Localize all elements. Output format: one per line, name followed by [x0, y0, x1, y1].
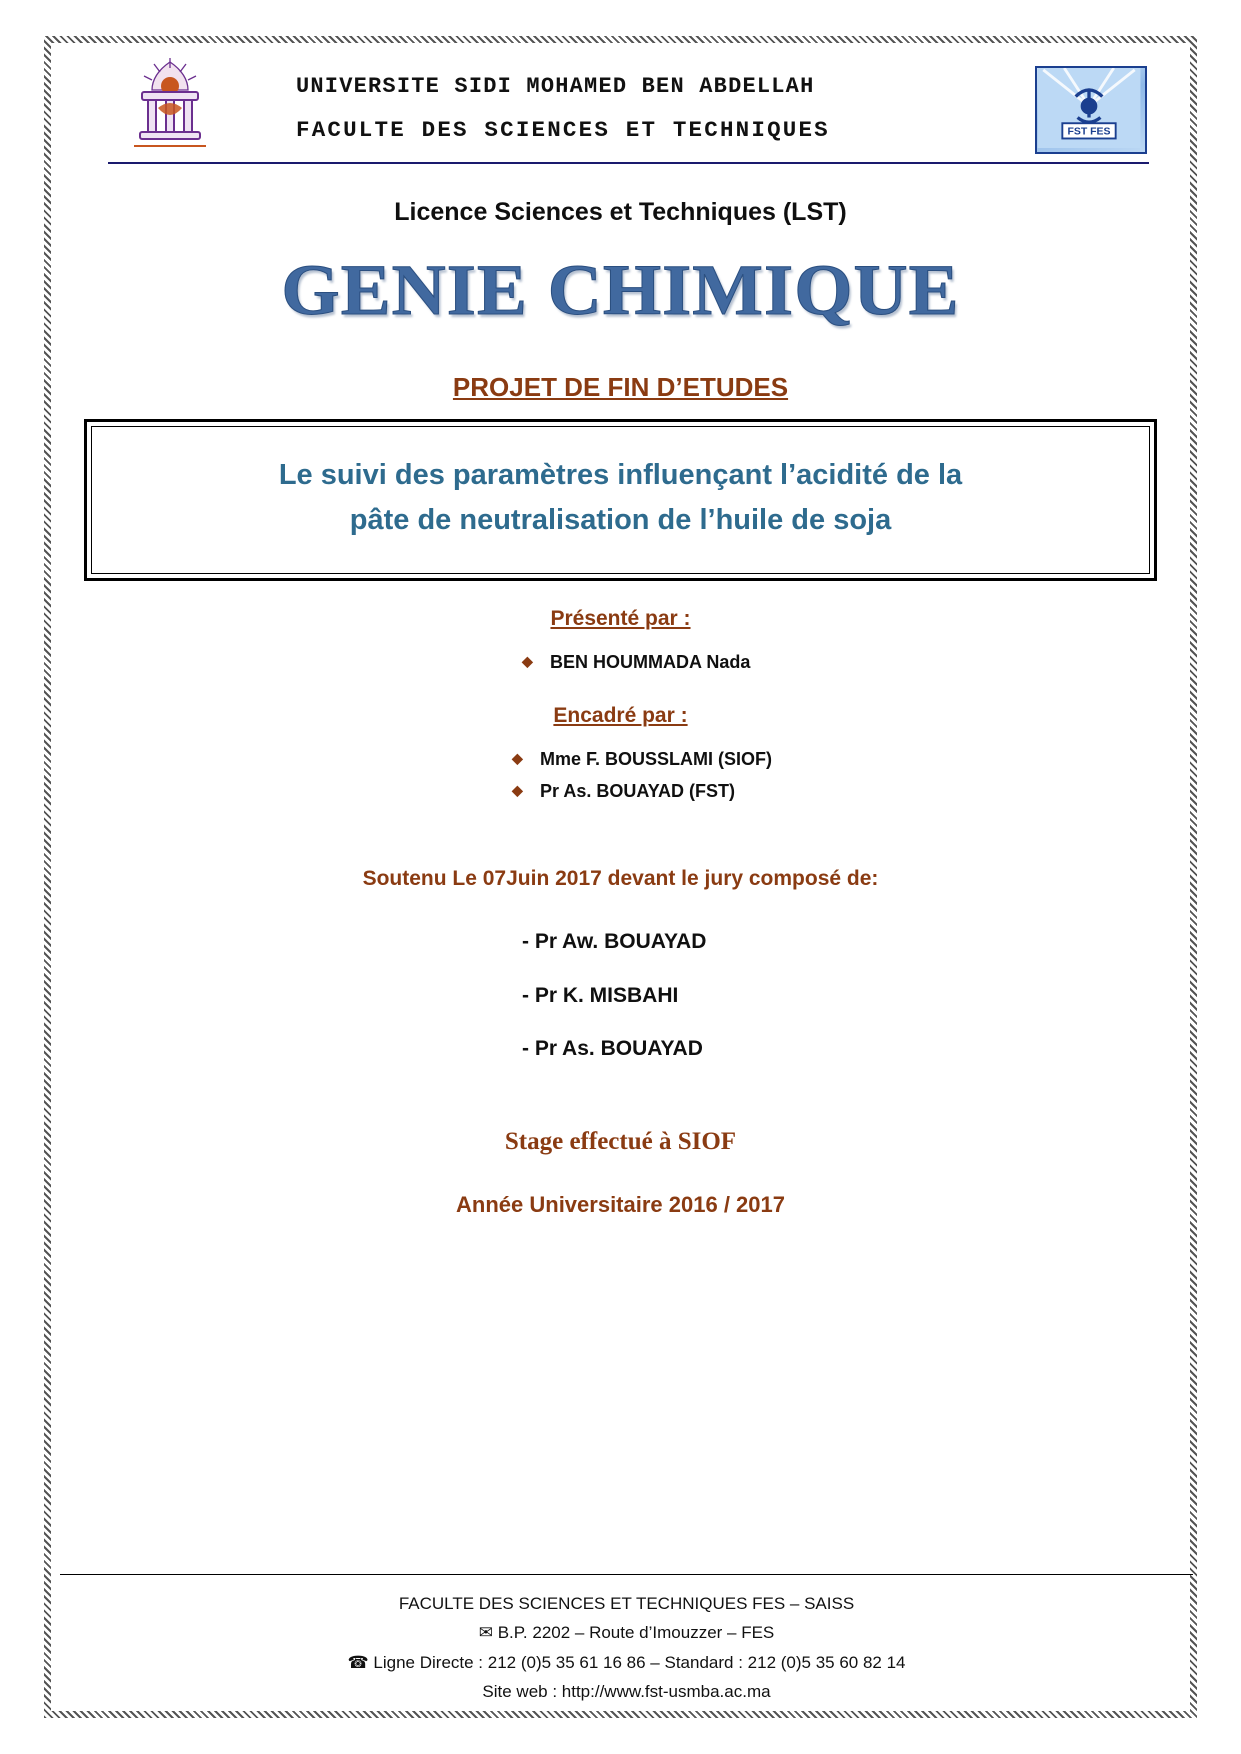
degree-line: Licence Sciences et Techniques (LST): [394, 198, 847, 226]
document-type-label: PROJET DE FIN D’ETUDES: [452, 372, 789, 402]
authors-list: [70, 647, 1171, 679]
project-title-box-inner: [91, 426, 1150, 574]
project-title-box: [84, 419, 1157, 581]
header-text-block: [258, 70, 999, 143]
usmba-university-seal-icon: [118, 56, 222, 156]
presented-by-label: [70, 607, 1171, 631]
footer-line-3: Ligne Directe : 212 (0)5 35 61 16 86 – Standard : 212 (0)5 35 60 82 14: [373, 1652, 906, 1672]
list-item: ◆ Mme F. BOUSSLAMI (SIOF): [70, 744, 1171, 776]
supervised-by-label: [70, 704, 1171, 728]
presented-by-underline: Présenté par :: [550, 606, 691, 630]
faculty-name: FACULTE DES SCIENCES ET TECHNIQUES: [296, 117, 830, 143]
supervised-by-underline: Encadré par :: [553, 704, 688, 728]
jury-intro-line: Soutenu Le 07Juin 2017 devant le jury composé de:: [362, 867, 879, 891]
footer-line-1: FACULTE DES SCIENCES ET TECHNIQUES FES – SAISS: [398, 1594, 855, 1614]
jury-list: [70, 915, 1171, 1076]
footer-line-2: B.P. 2202 – Route d’Imouzzer – FES: [497, 1623, 775, 1643]
footer-line-2-row: [60, 1618, 1193, 1647]
list-item: - Pr As. BOUAYAD: [522, 1037, 703, 1061]
academic-year-line: Année Universitaire 2016 / 2017: [456, 1192, 785, 1218]
document-footer: [60, 1574, 1193, 1706]
list-item: - Pr Aw. BOUAYAD: [522, 930, 707, 954]
project-title-line-2: pâte de neutralisation de l’huile de soja: [349, 503, 892, 536]
department-title: GENIE CHIMIQUE: [281, 250, 960, 330]
document-header: [108, 52, 1149, 164]
telephone-icon: ☎: [347, 1652, 369, 1672]
fst-fes-logo-text: FST FES: [1067, 126, 1111, 138]
envelope-icon: ✉: [478, 1623, 493, 1643]
internship-line: Stage effectué à SIOF: [504, 1128, 737, 1156]
footer-line-3-row: [60, 1648, 1193, 1677]
fst-fes-logo-icon: [1035, 66, 1147, 154]
list-item: ◆ BEN HOUMMADA Nada: [70, 647, 1171, 679]
list-item: - Pr K. MISBAHI: [522, 983, 679, 1007]
project-title-line-1: Le suivi des paramètres influençant l’acidité de la: [278, 459, 963, 491]
supervisors-list: [70, 744, 1171, 807]
footer-line-4: Site web : http://www.fst-usmba.ac.ma: [482, 1681, 771, 1701]
university-name: UNIVERSITE SIDI MOHAMED BEN ABDELLAH: [296, 74, 815, 99]
page-content: [70, 52, 1171, 1702]
list-item: ◆ Pr As. BOUAYAD (FST): [70, 776, 1171, 808]
